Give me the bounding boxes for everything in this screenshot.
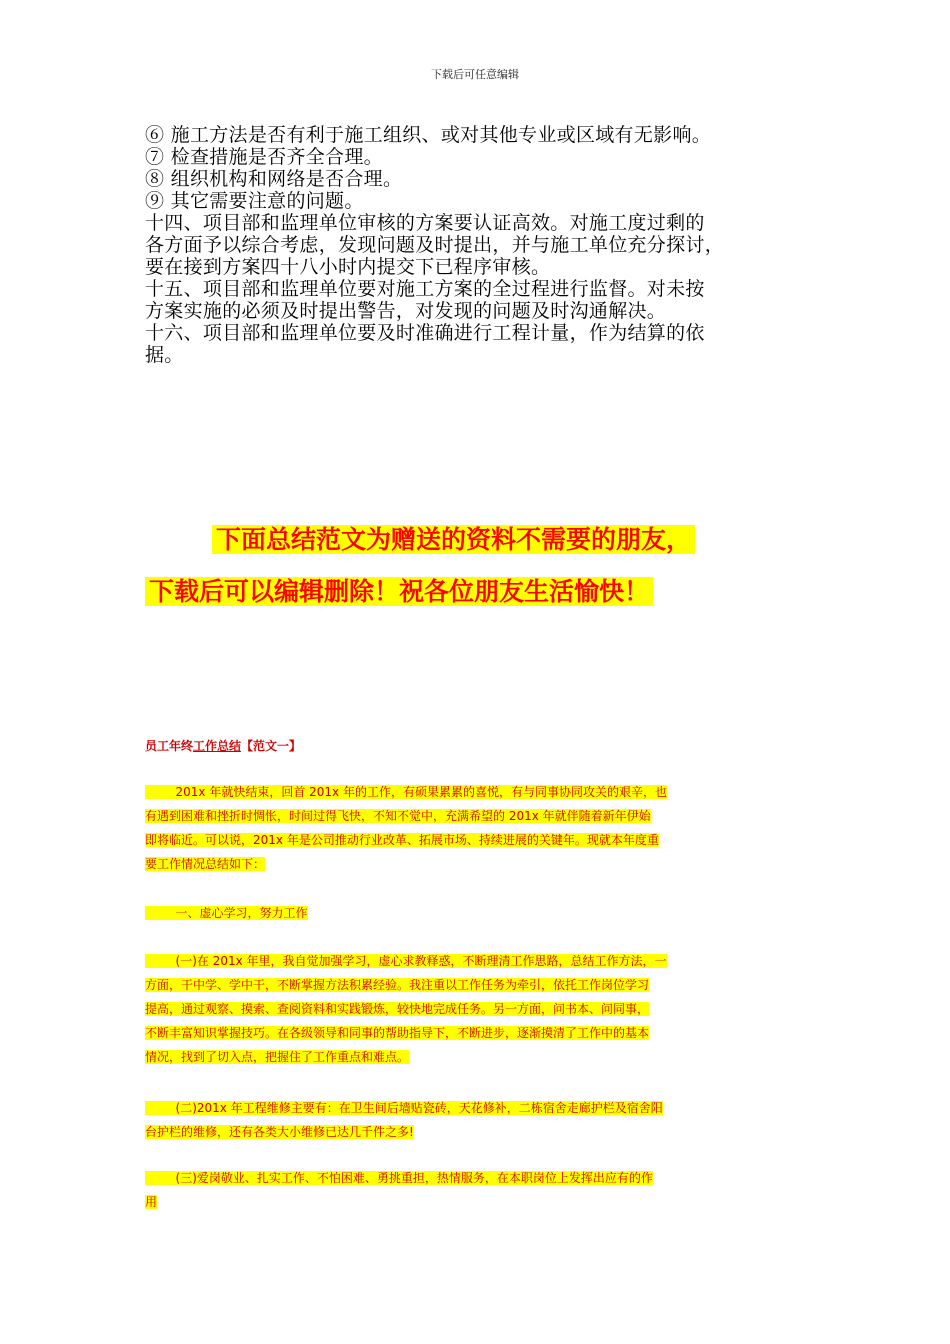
promo-line-1 [145,524,892,556]
paragraph-line: 用 [145,1195,158,1209]
section-14-line: 要在接到方案四十八小时内提交下已程序审核。 [145,256,551,278]
paragraph-line: (三)爱岗敬业、扎实工作、不怕困难、勇挑重担，热情服务，在本职岗位上发挥出应有的作 [145,1171,653,1185]
section-16-line: 十六、项目部和监理单位要及时准确进行工程计量，作为结算的依 [145,322,705,344]
list-item: ⑨ 其它需要注意的问题。 [145,190,364,212]
essay-paragraph-3 [145,1096,805,1144]
paragraph-line: 201x 年就快结束，回首 201x 年的工作，有硕果累累的喜悦，有与同事协同攻关的艰辛，也 [145,785,667,799]
essay-paragraph-1 [145,780,805,876]
paragraph-line: 情况，找到了切入点，把握住了工作重点和难点。 [145,1050,410,1064]
section-15-line: 方案实施的必须及时提出警告，对发现的问题及时沟通解决。 [145,300,667,322]
essay-paragraph-2 [145,949,805,1069]
paragraph-line: 有遇到困难和挫折时惆怅，时间过得飞快，不知不觉中，充满希望的 201x 年就伴随着新年伊始 [145,809,651,823]
paragraph-line: 提高，通过观察、摸索、查阅资料和实践锻炼，较快地完成任务。另一方面，问书本、问同事， [145,1002,650,1016]
essay-title-prefix: 员工年终 [145,739,194,753]
paragraph-line: 不断丰富知识掌握技巧。在各级领导和同事的帮助指导下，不断进步，逐渐摸清了工作中的基本 [145,1026,650,1040]
section-14-line: 各方面予以综合考虑，发现问题及时提出，并与施工单位充分探讨， [145,234,725,256]
paragraph-line: 即将临近。可以说，201x 年是公司推动行业改革、拓展市场、持续进展的关键年。现就本年度重 [145,833,659,847]
paragraph-line: 要工作情况总结如下： [145,857,266,871]
section-14-line: 十四、项目部和监理单位审核的方案要认证高效。对施工度过剩的 [145,212,705,234]
essay-title-underlined: 工作总结 [193,739,242,753]
heading-line: 一、虚心学习，努力工作 [145,906,308,920]
list-item: ⑧ 组织机构和网络是否合理。 [145,168,403,190]
paragraph-line: (一)在 201x 年里，我自觉加强学习，虚心求教释惑，不断理清工作思路，总结工作方法，一 [145,954,667,968]
promo-line-2 [145,576,825,608]
essay-title-suffix: 【范文一】 [241,739,302,753]
section-16-line: 据。 [145,344,184,366]
essay-heading-1 [145,901,805,925]
paragraph-line: 方面，干中学、学中干，不断掌握方法积累经验。我注重以工作任务为牵引，依托工作岗位学习 [145,978,650,992]
section-15-line: 十五、项目部和监理单位要对施工方案的全过程进行监督。对未按 [145,278,705,300]
essay-title [145,734,805,758]
main-text [145,124,815,366]
promo-text-1: 下面总结范文为赠送的资料不需要的朋友， [212,525,695,554]
essay-paragraph-4 [145,1166,805,1214]
paragraph-line: (二)201x 年工程维修主要有：在卫生间后墙贴瓷砖，天花修补，二栋宿舍走廊护栏及宿舍阳 [145,1101,663,1115]
list-item: ⑦ 检查措施是否齐全合理。 [145,146,383,168]
page-header: 下载后可任意编辑 [431,68,519,81]
paragraph-line: 台护栏的维修，还有各类大小维修已达几千件之多! [145,1125,414,1139]
list-item: ⑥ 施工方法是否有利于施工组织、或对其他专业或区域有无影响。 [145,124,712,146]
promo-text-2: 下载后可以编辑删除！祝各位朋友生活愉快！ [145,577,653,606]
